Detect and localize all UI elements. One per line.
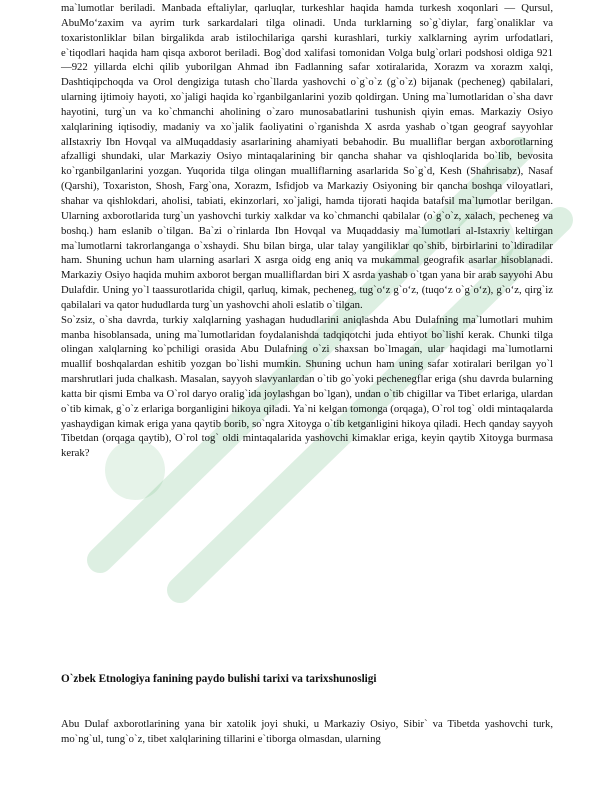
paragraph-2: So`zsiz, o`sha davrda, turkiy xalqlarning yashagan hududlarini aniqlashda Abu Dulafning ma`lumotlari muhim manba hisoblansada, uning ma`lumotlaridan foydalanishda tadqiqotchi juda ehtiyot bo`lishi kerak. Chunki tilga olingan xalqlarning ko`pchiligi orasida Abu Dulafning o`zi shaxsan bo`lmagan, ular haqidagi ma`lumotlarni muallif boshqalardan eshitib yozgan bo`lishi mumkin. Shuning uchun ham uning safar xotiralari berilgan yo`l marshrutlari juda chalkash. Masalan, sayyoh slavyanlardan o`tib go`yoki pechenegflar eriga (shu davrda bularning katta bir qismi Emba va O`rol daryo oralig`ida joylashgan bo`lgan), undan o`tib chigillar va Tibet erlariga, ulardan o`tib kimak, g`o`z erlariga borganligini hikoya qiladi. Ya`ni kelgan tomonga (orqaga), O`rol tog` oldi mintaqalarda yashaydigan kimak eriga yana qaytib borib, so`ngra Xitoyga o`tib ketganligini hikoya qiladi. Hech qanday sayyoh Tibetdan (orqaga qaytib), O`rol tog` oldi mintaqalarida yashovchi kimaklar eriga, keyin qaytib Xitoyga burmasa kerak? bbox=[61, 313, 553, 460]
paragraph-3: Abu Dulaf axborotlarining yana bir xatolik joyi shuki, u Markaziy Osiyo, Sibir` va Tibetda yashovchi turk, mo`ng`ul, tung`o`z, tibet xalqlarining tillarini e`tiborga olmasdan, ularning bbox=[61, 718, 553, 745]
document-body bbox=[61, 1, 553, 745]
paragraph-1: ma`lumotlar beriladi. Manbada eftaliylar, qarluqlar, turkeshlar haqida hamda turkesh xoqonlari — Qursul, AbuMo‘zaxim va ayrim turk sarkardalari tilga olinadi. Unda turklarning so`g`diylar, farg`onaliklar va toxaristonliklar bilan birgalikda arab istilochilariga qarshi kurashlari, turkiy xalklarning ayrim urfodatlari, e`tiqodlari haqida ham qisqa axborot beriladi. Bog`dod xalifasi tomonidan Volga bulg`orlari podshosi oldiga 921—922 yillarda elchi qilib yuborilgan Ahmad ibn Fadlanning safar xotiralarida, Xorazm va xorazm xalqi, Dashtiqipchoqda va Orol dengiziga tutash cho`llarda yashovchi o`g`o`z (g`o`z) bijanak (pecheneg) qabilalari, ularning ijtimoiy hayoti, xo`jaligi haqida ko`rganbilganlarini yozib qoldirgan. Uning ma`lumotlaridan o`sha davr hayotini, turg`un va ko`chmanchi aholining o`zaro munosabatlarini tushunish qiyin emas. Markaziy Osiyo xalqlarining iqtisodiy, madaniy va xo`jalik faoliyatini o`rganishda X asrda yashab o`tgan geograf sayyohlar alIstaxriy Ibn Hovqal va alMuqaddasiy asarlarining ahamiyati bebahodir. Bu mualliflar bergan axborotlarning afzalligi shundaki, ular Markaziy Osiyo mintaqalarining bir qancha shahar va qishloqlarida bo`lib, bevosita ko`rganbilganlarini yozgan. Yuqorida tilga olingan mualliflarning asarlarida So`g`d, Kesh (Shahrisabz), Nasaf (Qarshi), Toxariston, Shosh, Farg`ona, Xorazm, Isfidjob va Markaziy Osiyoning bir qancha boshqa viloyatlari, shahar va qishlokdari, aholisi, tabiati, ekinzorlari, xo`jaligi, hamda tijorati haqida batafsil ma`lumotlar berilgan. Ularning axborotlarida turg`un yashovchi turkiy xalkdar va ko`chmanchi qabilalar (o`g`o`z, xalach, pecheneg va boshq.) ham eslanib o`tilgan. Ba`zi o`rinlarda Ibn Hovqal va Muqaddasiy ma`lumotlari al-Istaxriy keltirgan ma`lumotlarni takrorlanganga o`xshaydi. Shu bilan birga, ular talay yangiliklar qo`shib, birbirlarini to`ldiradilar ham. Shuning uchun ham ularning asarlari X asrga oidg eng aniq va mukammal geografik asarlar hisoblanadi. Markaziy Osiyo haqida muhim axborot bergan mualliflardan biri X asrda yashab o`tgan yana bir arab sayyohi Abu Dulafdir. Uning yo`l taassurotlarida chigil, qarluq, kimak, pecheneg, tug`o‘z g`o‘z, (tuqo‘z o`g`o‘z), g`o‘z, qirg`iz qabilalari va qator hududlarda turg`un yashovchi aholi eslatib o`tilgan. bbox=[61, 2, 553, 311]
section-heading: O`zbek Etnologiya fanining paydo bulishi tarixi va tarixshunosligi bbox=[61, 673, 377, 685]
